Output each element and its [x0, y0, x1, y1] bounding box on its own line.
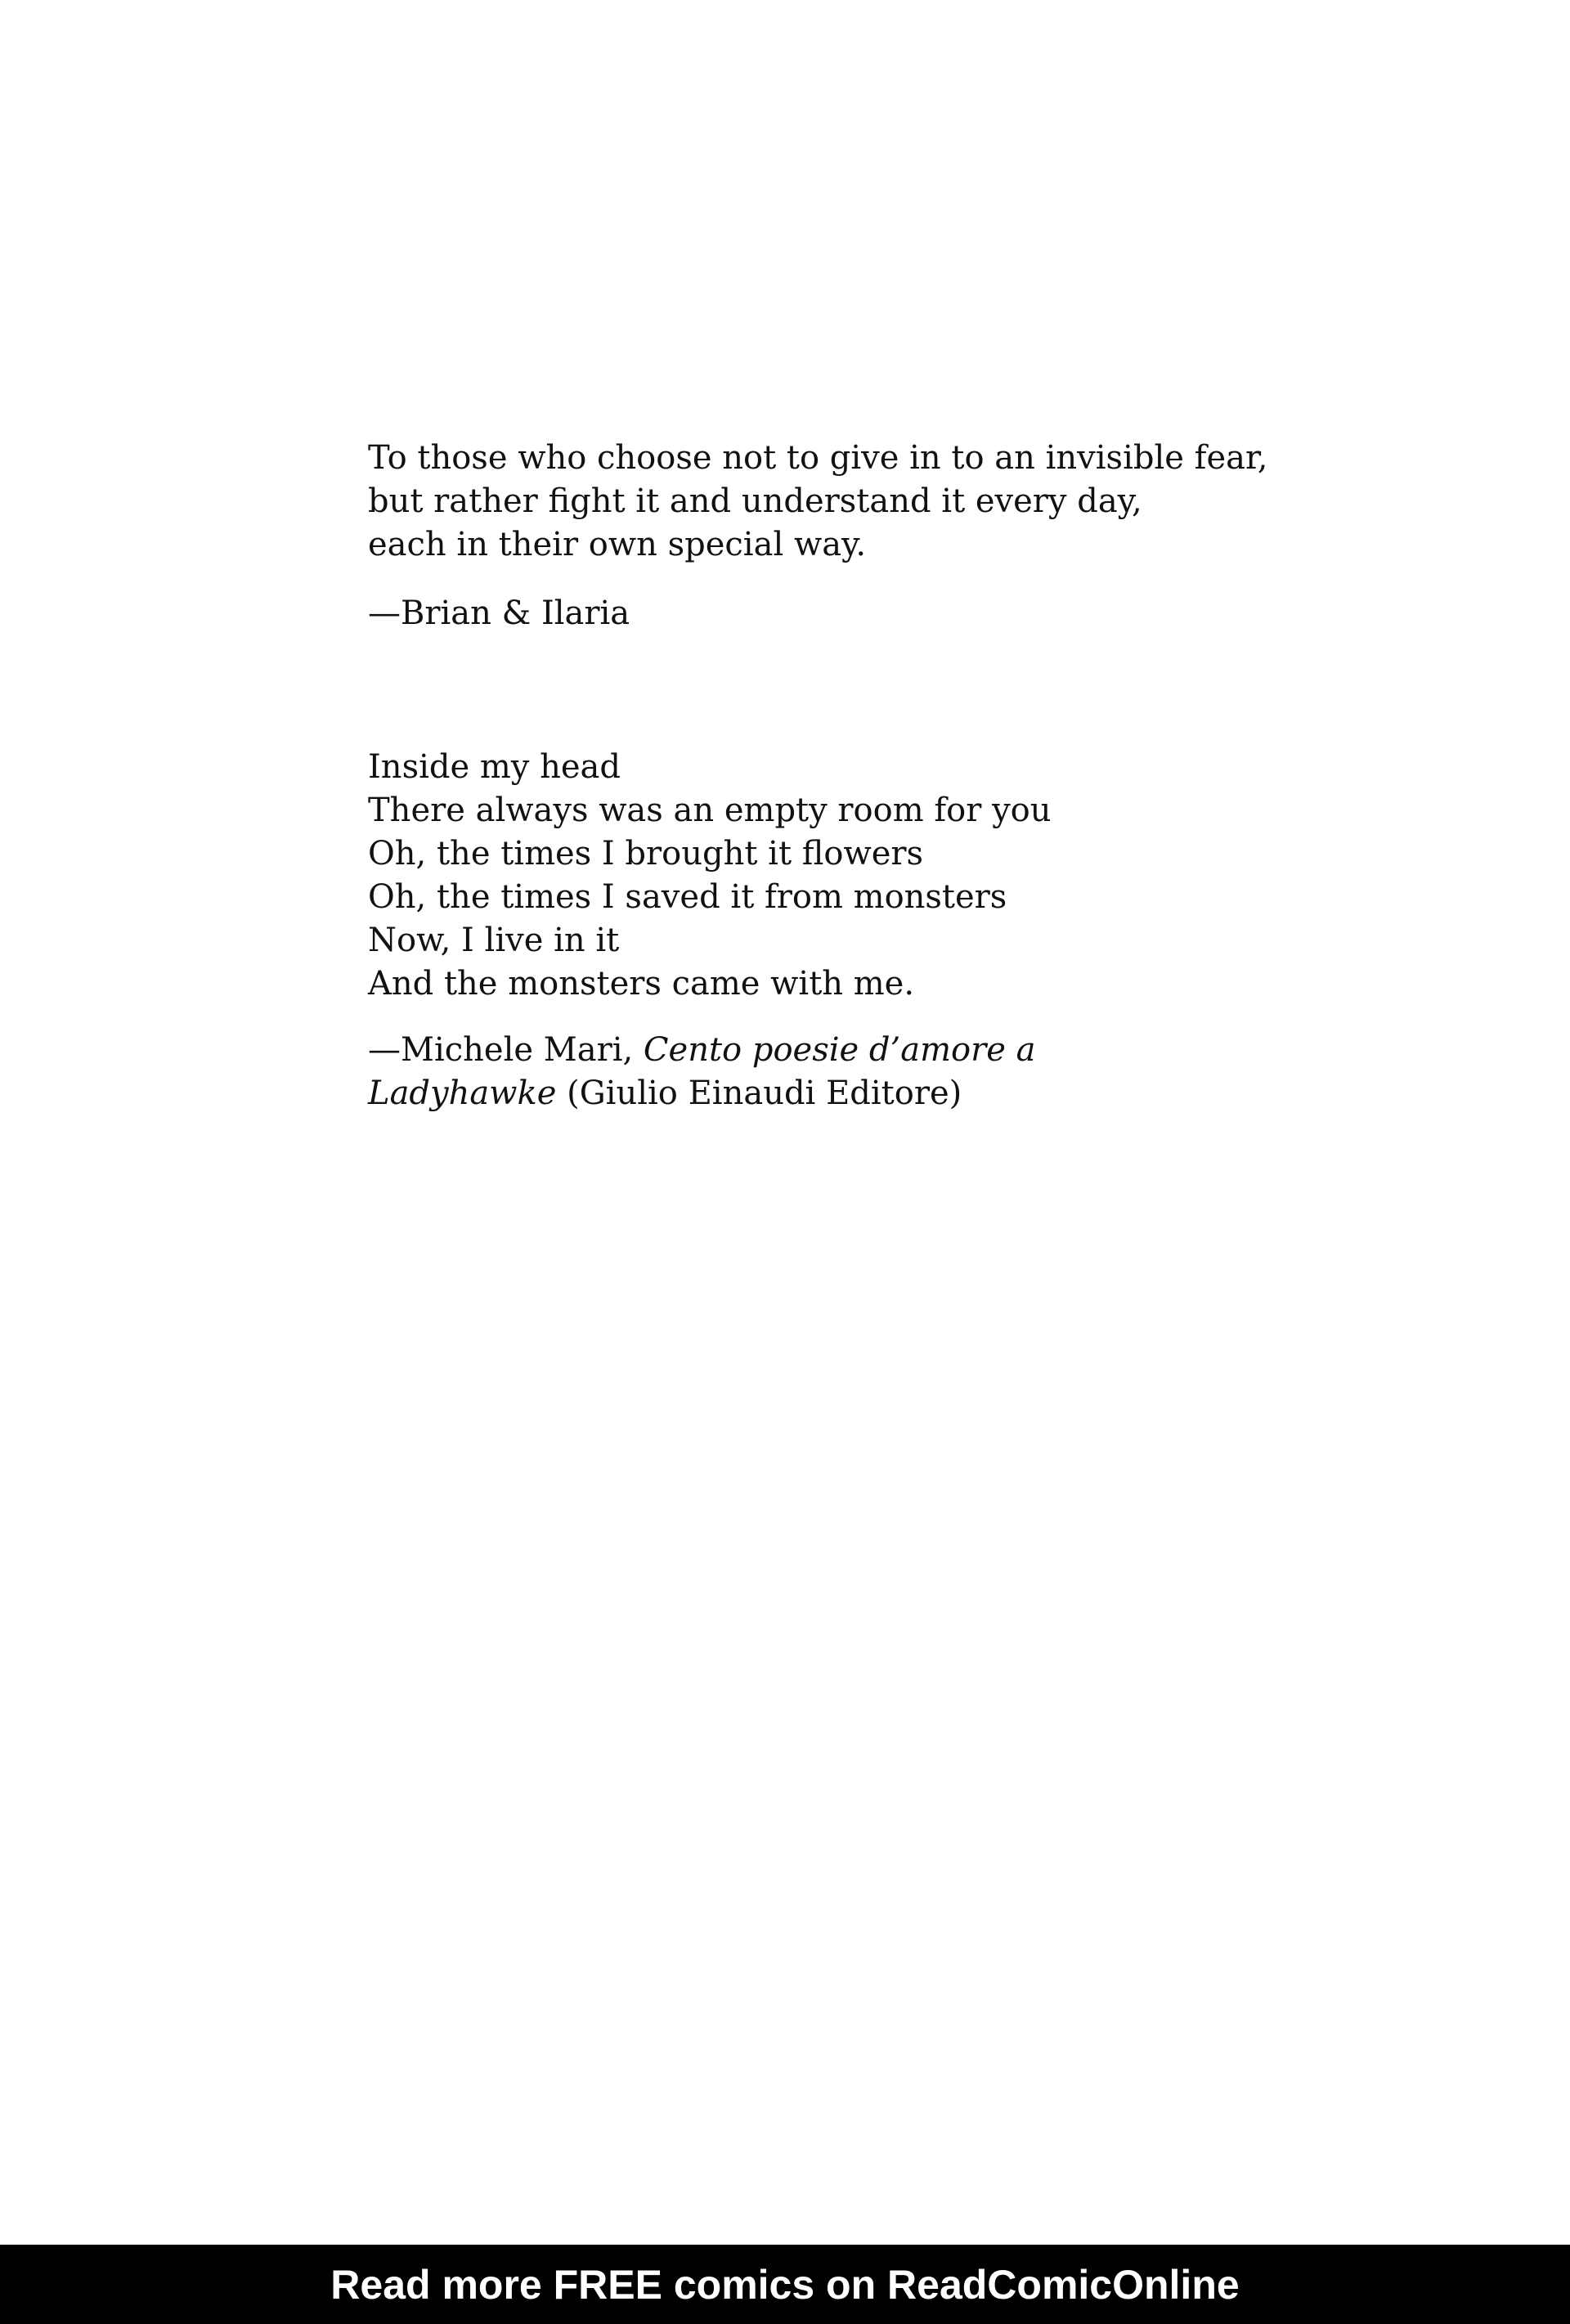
poem	[368, 746, 1349, 1006]
dedication-line: To those who choose not to give in to an invisible fear,	[368, 439, 1268, 477]
attribution-author: —Michele Mari,	[368, 1031, 644, 1069]
poem-line: Inside my head	[368, 748, 621, 786]
attribution-publisher: (Giulio Einaudi Editore)	[556, 1075, 962, 1112]
promo-banner[interactable]	[0, 2245, 1570, 2324]
dedication-line: each in their own special way.	[368, 526, 867, 563]
poem-attribution	[368, 1029, 1349, 1115]
dedication-signature	[368, 592, 1349, 635]
poem-line: And the monsters came with me.	[368, 965, 915, 1003]
dedication-signature-text: —Brian & Ilaria	[368, 594, 630, 632]
poem-line: Now, I live in it	[368, 922, 620, 959]
attribution-title-part1: Cento poesie d’amore a	[643, 1031, 1036, 1069]
poem-line: Oh, the times I brought it flowers	[368, 835, 924, 873]
dedication	[368, 437, 1349, 567]
attribution-line-1	[368, 1029, 1349, 1072]
poem-line: Oh, the times I saved it from monsters	[368, 878, 1007, 916]
dedication-line: but rather fight it and understand it every day,	[368, 482, 1142, 520]
poem-line: There always was an empty room for you	[368, 792, 1052, 829]
attribution-line-2	[368, 1072, 1349, 1115]
promo-banner-text[interactable]: Read more FREE comics on ReadComicOnline	[330, 2261, 1240, 2308]
attribution-title-part2: Ladyhawke	[368, 1075, 557, 1112]
